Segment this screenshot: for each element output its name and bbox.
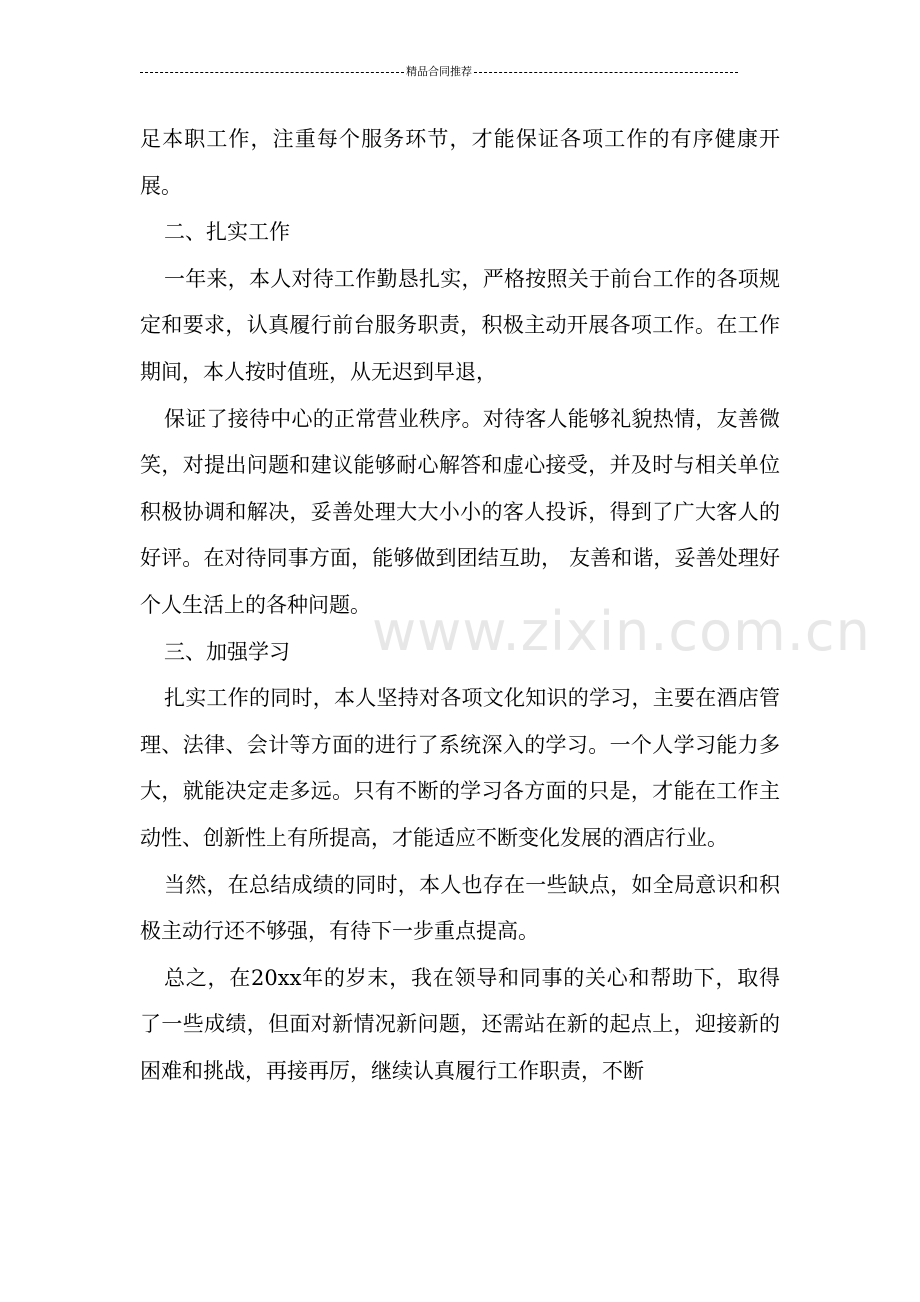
paragraph: 一年来，本人对待工作勤恳扎实，严格按照关于前台工作的各项规定和要求，认真履行前台服务职责，积极主动开展各项工作。在工作期间，本人按时值班，从无迟到早退， [140,266,780,384]
paragraph: 扎实工作的同时，本人坚持对各项文化知识的学习，主要在酒店管理、法律、会计等方面的进行了系统深入的学习。一个人学习能力多大，就能决定走多远。只有不断的学习各方面的只是，才能在工作主动性、创新性上有所提高，才能适应不断变化发展的酒店行业。 [140,686,780,850]
header-title: 精品合同推荐 [406,65,472,78]
header-rule-right [474,72,738,73]
paragraph: 保证了接待中心的正常营业秩序。对待客人能够礼貌热情，友善微笑，对提出问题和建议能够耐心解答和虚心接受，并及时与相关单位积极协调和解决，妥善处理大大小小的客人投诉，得到了广大客人的好评。在对待同事方面，能够做到团结互助， 友善和谐，妥善处理好个人生活上的各种问题。 [140,406,780,617]
watermark: www.zixin.com.cn [372,600,871,663]
paragraph-continuation: 足本职工作，注重每个服务环节，才能保证各项工作的有序健康开展。 [140,127,780,198]
paragraph: 当然，在总结成绩的同时，本人也存在一些缺点，如全局意识和积极主动行还不够强，有待下一步重点提高。 [140,872,780,944]
paragraph: 总之，在20xx年的岁末，我在领导和同事的关心和帮助下，取得了一些成绩，但面对新情况新问题，还需站在新的起点上，迎接新的困难和挑战，再接再厉，继续认真履行工作职责，不断 [140,965,780,1083]
header-rule-left [140,72,404,73]
section-heading-2: 二、扎实工作 [164,220,290,245]
section-heading-3: 三、加强学习 [164,639,290,664]
page-header [140,64,738,80]
document-body [140,116,780,1094]
